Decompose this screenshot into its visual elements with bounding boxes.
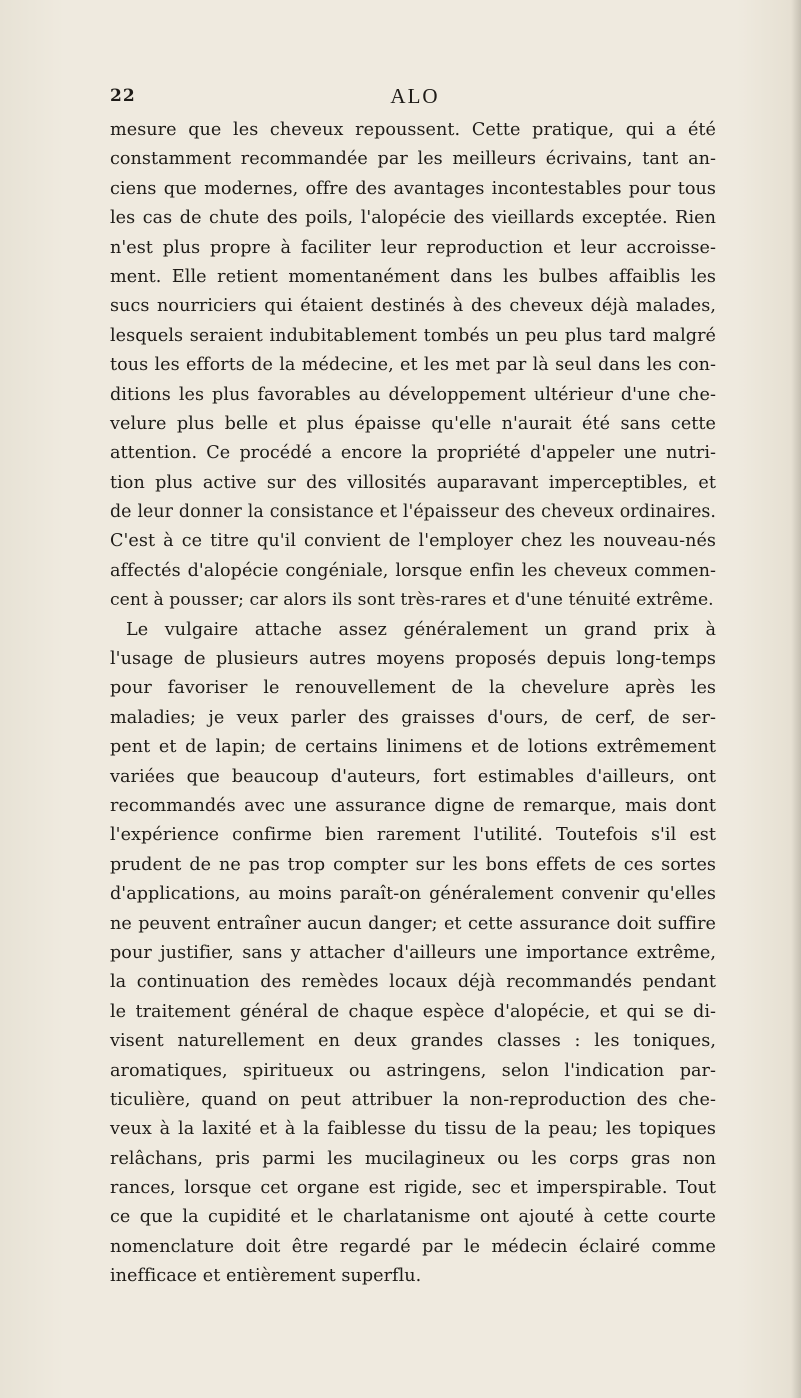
text-line: rances, lorsque cet organe est rigide, sec et imperspirable. Tout [110,1178,716,1199]
text-line: cent à pousser; car alors ils sont très-rares et d'une ténuité extrême. [110,590,714,611]
text-line: la continuation des remèdes locaux déjà recommandés pendant [110,972,716,993]
text-line: pour favoriser le renouvellement de la chevelure après les [110,678,716,699]
text-line: nomenclature doit être regardé par le médecin éclairé comme [110,1236,716,1257]
text-line: ne peuvent entraîner aucun danger; et cette assurance doit suffire [110,913,716,934]
text-line: attention. Ce procédé a encore la propriété d'appeler une nutri- [110,443,716,464]
text-line: velure plus belle et plus épaisse qu'elle n'aurait été sans cette [110,413,716,434]
text-line: lesquels seraient indubitablement tombés un peu plus tard malgré [110,325,716,346]
body-text [110,116,716,1292]
text-line: C'est à ce titre qu'il convient de l'employer chez les nouveau-nés [110,531,716,552]
page-edge-shadow [791,0,801,1398]
text-line: pour justifier, sans y attacher d'ailleurs une importance extrême, [110,942,716,963]
text-line: tous les efforts de la médecine, et les met par là seul dans les con- [110,355,716,376]
text-line: pent et de lapin; de certains linimens et de lotions extrêmement [110,737,716,758]
text-line: veux à la laxité et à la faiblesse du tissu de la peau; les topiques [110,1119,716,1140]
text-line: prudent de ne pas trop compter sur les bons effets de ces sortes [110,854,716,875]
text-line: recommandés avec une assurance digne de remarque, mais dont [110,795,716,816]
text-line: sucs nourriciers qui étaient destinés à des cheveux déjà malades, [110,296,716,317]
text-line: mesure que les cheveux repoussent. Cette pratique, qui a été [110,120,716,140]
text-line: n'est plus propre à faciliter leur reproduction et leur accroisse- [110,237,716,258]
text-line: relâchans, pris parmi les mucilagineux ou les corps gras non [110,1148,716,1169]
text-line: ce que la cupidité et le charlatanisme ont ajouté à cette courte [110,1207,716,1228]
text-line: les cas de chute des poils, l'alopécie des vieillards exceptée. Rien [110,208,716,229]
text-line: le traitement général de chaque espèce d'alopécie, et qui se di- [110,1001,716,1022]
text-line: ciens que modernes, offre des avantages incontestables pour tous [110,178,716,199]
text-line: maladies; je veux parler des graisses d'ours, de cerf, de ser- [110,707,716,728]
text-line: visent naturellement en deux grandes classes : les toniques, [110,1031,716,1052]
text-line: l'usage de plusieurs autres moyens proposés depuis long-temps [110,649,716,670]
running-title: ALO [390,84,440,108]
text-line: constamment recommandée par les meilleurs écrivains, tant an- [110,149,716,170]
text-line: aromatiques, spiritueux ou astringens, selon l'indication par- [110,1060,716,1081]
page-number: 22 [110,86,136,106]
text-line: affectés d'alopécie congéniale, lorsque enfin les cheveux commen- [110,560,716,581]
text-line: l'expérience confirme bien rarement l'utilité. Toutefois s'il est [110,825,716,846]
text-line: inefficace et entièrement superflu. [110,1266,422,1287]
text-line: tion plus active sur des villosités auparavant imperceptibles, et [110,472,716,493]
text-line: ticulière, quand on peut attribuer la non-reproduction des che- [110,1089,716,1110]
page-header [110,86,720,116]
text-line: ditions les plus favorables au développement ultérieur d'une che- [110,384,716,405]
paragraph-start-line: Le vulgaire attache assez généralement un grand prix à [126,619,716,640]
text-line: variées que beaucoup d'auteurs, fort estimables d'ailleurs, ont [110,766,716,787]
text-line: ment. Elle retient momentanément dans les bulbes affaiblis les [110,266,716,287]
text-line: de leur donner la consistance et l'épaisseur des cheveux ordinaires. [110,502,716,523]
text-line: d'applications, au moins paraît-on généralement convenir qu'elles [110,884,716,905]
